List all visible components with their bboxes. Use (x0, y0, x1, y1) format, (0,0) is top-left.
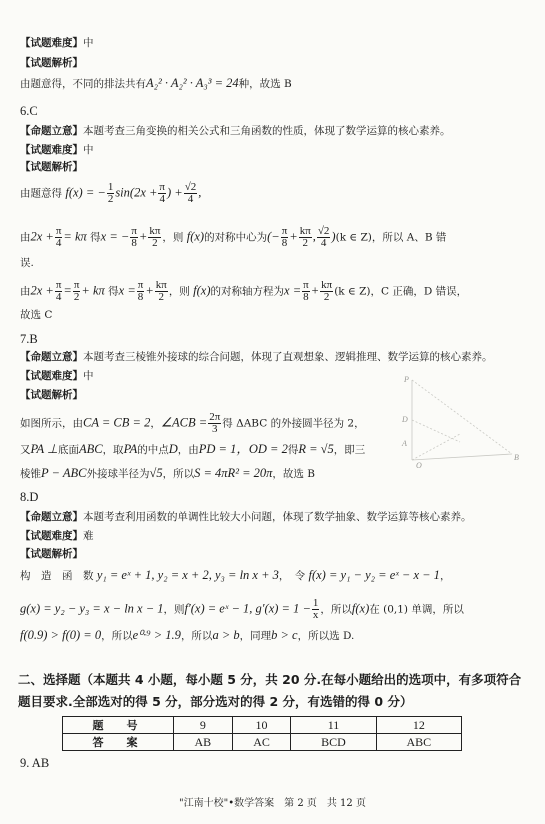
text: 的对称轴方程为 (210, 285, 285, 298)
q6-line4: 由2x + $\frac{\pi}{4}$ = $\frac{\pi}{2}$ + kπ 得x = $\frac{\pi}{8}$ + $\frac{k\pi}{2}$ ，则 f(x)的对称轴方程为x = $\frac{\pi}{8}$ + $\frac{k\pi}{2}$ (k ∈ Z)，C 正确，D 错误， (20, 279, 468, 303)
intent-tag: 【命题立意】 (20, 511, 83, 523)
fraction: $\frac{1}{2}$ (107, 181, 114, 205)
label-a: A (402, 439, 407, 448)
formula: S = 4πR² = 20π (194, 466, 273, 480)
q8-line3 (20, 628, 354, 643)
fraction: $\frac{\pi}{8}$ (131, 225, 137, 249)
text: ，故选 B (272, 468, 315, 480)
q6-line3: 误. (20, 257, 34, 269)
formula: f(x) = − (65, 185, 106, 200)
table-cell: 12 (376, 717, 461, 734)
fraction: $\frac{2\pi}{3}$ (209, 411, 221, 435)
analysis-tag: 【试题解析】 (20, 161, 83, 173)
formula: g(x) = y₂ − y₃ = x − ln x − 1 (20, 601, 164, 616)
q9-number: 9. AB (20, 756, 50, 770)
q5-difficulty (20, 36, 94, 50)
q7-line3 (20, 466, 315, 481)
text: ，则 (162, 231, 184, 244)
fraction: $\frac{\pi}{8}$ (303, 279, 309, 303)
q6-conclusion: 故选 C (20, 309, 53, 321)
text: 的对称中心为 (204, 231, 268, 244)
q6-line1: 由题意得 f(x) = − $\frac{1}{2}$ sin(2x + $\frac{\pi}{4}$ ) + $\frac{√2}{4}$ , (20, 181, 202, 205)
text: ，即三 (333, 444, 366, 456)
difficulty-tag: 【试题难度】 (20, 370, 83, 382)
table-row (63, 717, 462, 734)
q7-line1: 如图所示，由CA = CB = 2，∠ACB = $\frac{2\pi}{3}$ 得 ΔABC 的外接圆半径为 2， (20, 411, 365, 435)
text: ，由 (177, 444, 199, 456)
q8-intent (20, 510, 472, 524)
text: 又 (20, 444, 31, 456)
text: 得 (108, 285, 119, 298)
formula: sin(2x + (115, 185, 158, 200)
text: 的中点 (137, 444, 169, 456)
intent-tag: 【命题立意】 (20, 351, 83, 363)
difficulty-value: 中 (83, 370, 94, 382)
fraction: $\frac{\pi}{8}$ (137, 279, 144, 303)
fraction: $\frac{k\pi}{2}$ (155, 279, 167, 303)
formula: b > c (271, 628, 298, 642)
difficulty-value: 中 (83, 144, 94, 156)
intent-text: 本题考查利用函数的单调性比较大小问题，体现了数学抽象、数学运算等核心素养。 (83, 511, 472, 523)
formula: CA = CB = 2 (83, 415, 151, 430)
formula: PD = 1，OD = 2 (198, 442, 288, 456)
formula: D (168, 442, 178, 456)
difficulty-tag: 【试题难度】 (20, 37, 83, 49)
fraction: $\frac{k\pi}{2}$ (321, 279, 333, 303)
q8-number: 8.D (20, 490, 39, 504)
formula: f′(x) = eˣ − 1, g′(x) = 1 − (184, 601, 311, 616)
q8-line1 (20, 568, 450, 583)
text: ， 令 (278, 570, 306, 582)
text: ，所以 (180, 630, 213, 642)
table-cell: BCD (291, 734, 376, 751)
table-cell: AB (174, 734, 233, 751)
q6-difficulty (20, 143, 94, 157)
text: 由题意得 (20, 187, 62, 200)
label-b: B (514, 453, 519, 462)
text: 得 ΔABC 的外接圆半径为 2， (222, 417, 365, 430)
table-cell: 11 (291, 717, 376, 734)
fraction: $\frac{k\pi}{2}$ (149, 225, 161, 249)
text: 外接球半径为 (86, 468, 150, 480)
fraction: $\frac{\pi}{2}$ (73, 279, 80, 303)
table-cell: AC (232, 734, 291, 751)
table-row (63, 734, 462, 751)
text: 在 (0,1) 单调，所以 (369, 603, 464, 616)
formula: f(x) = y₁ − y₂ = eˣ − x − 1 (308, 568, 440, 582)
row-label: 题 号 (63, 717, 174, 734)
text: ，同理 (239, 630, 272, 642)
text: ，则 (163, 603, 185, 616)
tetrahedron-figure (390, 372, 530, 472)
difficulty-tag: 【试题难度】 (20, 530, 83, 542)
q5-analysis (20, 76, 292, 91)
text: ，所以 (320, 603, 352, 616)
analysis-tail: 种，故选 B (238, 78, 292, 90)
text: ， (439, 570, 451, 582)
q7-analysis-tag (20, 388, 83, 402)
q8-difficulty (20, 529, 94, 543)
formula: PA (123, 442, 138, 456)
q7-number: 7.B (20, 332, 38, 346)
formula: A₂² · A₂² · A₃³ = 24 (146, 76, 239, 90)
formula: R = √5 (298, 442, 334, 456)
fraction: $\frac{\pi}{4}$ (55, 279, 62, 303)
analysis-tag: 【试题解析】 (20, 389, 83, 401)
formula: y₁ = eˣ + 1, y₂ = x + 2, y₃ = ln x + 3 (96, 568, 279, 582)
text: 棱锥 (20, 468, 41, 480)
fraction: $\frac{\pi}{4}$ (55, 225, 62, 249)
table-cell: 10 (232, 717, 291, 734)
text: ，取 (102, 444, 124, 456)
label-d: D (402, 415, 408, 424)
edge-ab (412, 454, 512, 460)
q6-analysis-tag (20, 160, 83, 174)
formula: ABC (78, 442, 103, 456)
q8-analysis-tag (20, 547, 83, 561)
fraction: $\frac{\pi}{8}$ (281, 225, 288, 249)
text: ，所以选 D. (297, 630, 355, 642)
intent-text: 本题考查三棱锥外接球的综合问题，体现了直观想象、逻辑推理、数学运算的核心素养。 (83, 351, 493, 363)
table-cell: ABC (376, 734, 461, 751)
formula: a > b (212, 628, 240, 642)
analysis-tag: 【试题解析】 (20, 57, 83, 69)
fraction: $\frac{k\pi}{2}$ (299, 225, 311, 249)
fraction: $\frac{√2}{4}$ (317, 225, 330, 249)
text: (k ∈ Z)，C 正确，D 错误， (334, 285, 468, 298)
q6-intent (20, 124, 451, 138)
q7-difficulty (20, 369, 94, 383)
difficulty-tag: 【试题难度】 (20, 144, 83, 156)
text: 得 (287, 444, 299, 456)
intent-text: 本题考查三角变换的相关公式和三角函数的性质，体现了数学运算的核心素养。 (83, 125, 451, 137)
q5-analysis-tag (20, 56, 83, 70)
label-p: P (404, 375, 409, 384)
analysis-text: 由题意得，不同的排法共有 (20, 78, 146, 90)
formula: √5 (149, 466, 163, 480)
analysis-tag: 【试题解析】 (20, 548, 83, 560)
fraction: $\frac{√2}{4}$ (184, 181, 197, 205)
text: 构 造 函 数 (20, 570, 94, 582)
text: ，所以 (101, 630, 133, 642)
fraction: $\frac{1}{x}$ (312, 597, 319, 621)
edge-pb (412, 380, 512, 454)
formula: e⁰·⁹ > 1.9 (132, 628, 181, 642)
text: 由 (20, 285, 31, 298)
difficulty-value: 难 (83, 530, 94, 542)
text: (k ∈ Z)，所以 A、B 错 (335, 231, 447, 244)
text: ，则 (168, 285, 190, 298)
table-cell: 9 (174, 717, 233, 734)
q8-line2 (20, 598, 464, 621)
formula: f(x) (351, 601, 370, 616)
q6-line2: 由2x + $\frac{\pi}{4}$ = kπ 得x = − $\frac{\pi}{8}$ + $\frac{k\pi}{2}$ ，则 f(x)的对称中心为(− $\frac{\pi}{8}$ + $\frac{k\pi}{2}$ , $\frac{√2}{4}$ )(k ∈ Z)，所以 A、B 错 (20, 225, 447, 249)
formula: ∠ACB = (160, 415, 208, 430)
text: ，所以 (162, 468, 195, 480)
q7-line2 (20, 442, 365, 457)
text: 得 (90, 231, 101, 244)
answer-table (62, 716, 462, 751)
section-heading-line2: 题目要求.全部选对的得 5 分，部分选对的得 2 分，有选错的得 0 分） (18, 694, 413, 709)
section-heading-line1: 二、选择题（本题共 4 小题，每小题 5 分，共 20 分.在每小题给出的选项中，有多项符合 (18, 672, 522, 687)
formula: PA ⊥ (30, 442, 58, 456)
row-label: 答 案 (63, 734, 174, 751)
difficulty-value: 中 (83, 37, 94, 49)
formula: ) + (166, 185, 183, 200)
q6-number: 6.C (20, 104, 38, 118)
text: 由 (20, 231, 31, 244)
text: 底面 (57, 444, 79, 456)
fraction: $\frac{\pi}{4}$ (159, 181, 165, 205)
edge-ac (412, 434, 460, 460)
intent-tag: 【命题立意】 (20, 125, 83, 137)
formula: f(0.9) > f(0) = 0 (20, 628, 102, 642)
edge-do (412, 420, 460, 442)
formula: P − ABC (41, 466, 87, 480)
q7-intent (20, 350, 493, 364)
text: 如图所示，由 (20, 417, 83, 430)
label-o: O (416, 461, 422, 470)
page-footer: "江南十校"•数学答案 第 2 页 共 12 页 (179, 798, 366, 809)
